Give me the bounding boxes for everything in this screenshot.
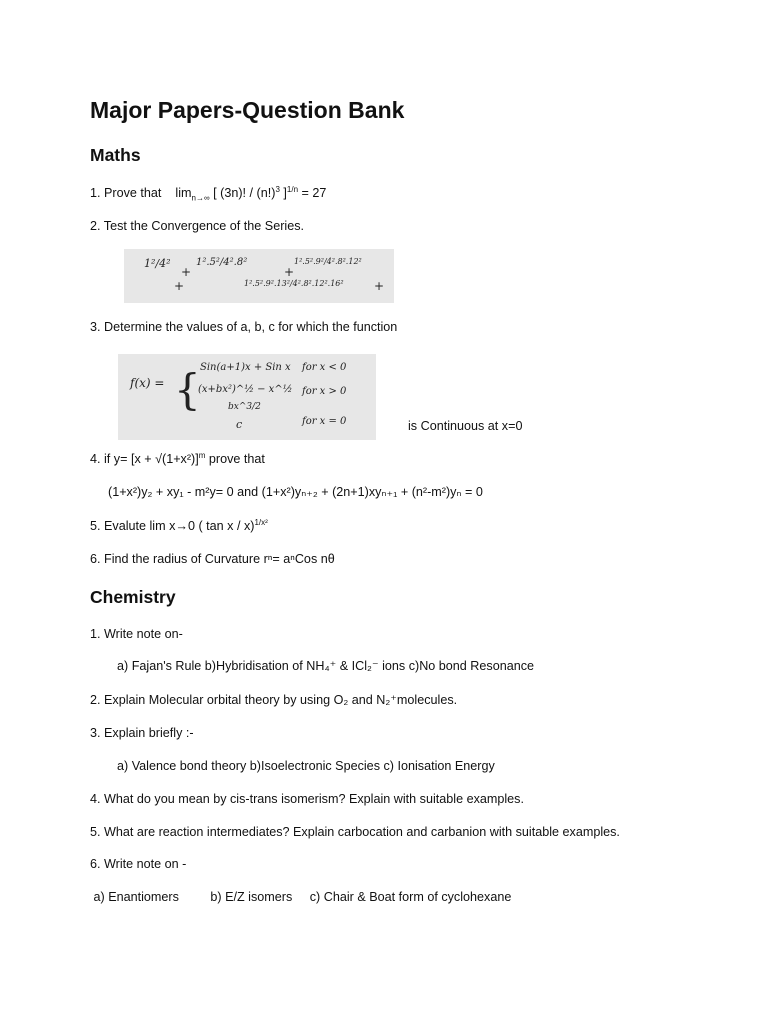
maths-q3-tail: is Continuous at x=0	[408, 419, 523, 433]
function-piece-3: c	[236, 418, 243, 431]
maths-q4: 4. if $y= [x + √(1+x^2)]^m$ prove that	[90, 450, 265, 466]
chemistry-heading: Chemistry	[90, 587, 176, 607]
series-plus-4: +	[174, 279, 185, 293]
chem-q1: 1. Write note on-	[90, 627, 183, 641]
chem-q3-items: a) Valence bond theory b)Isoelectronic Species c) Ionisation Energy	[117, 759, 495, 773]
function-piece-2: (x+bx²)^½ − x^½	[198, 384, 293, 395]
chem-q2: 2. Explain Molecular orbital theory by using O₂ and N₂⁺molecules.	[90, 693, 458, 707]
chem-q6: 6. Write note on -	[90, 857, 187, 871]
function-cond-2: for x > 0	[302, 386, 347, 397]
function-cond-1: for x < 0	[302, 362, 347, 373]
maths-q3: 3. Determine the values of a, b, c for which the function	[90, 320, 398, 334]
series-image	[124, 249, 394, 303]
function-piece-1: Sin(a+1)x + Sin x	[200, 362, 291, 373]
series-plus-2: +	[284, 265, 295, 279]
maths-q1: 1. Prove that $\lim_{n\to\infty}$ [ (3n)! / $(n!)^3$ ]$^{1/n}$ = 27	[90, 184, 327, 203]
chem-q5: 5. What are reaction intermediates? Explain carbocation and carbanion with suitable examples.	[90, 825, 620, 839]
function-piece-2-den: bx^3/2	[228, 402, 261, 412]
series-plus-3: +	[374, 279, 385, 293]
function-image	[118, 354, 376, 440]
maths-q2: 2. Test the Convergence of the Series.	[90, 219, 304, 233]
chem-q6-items: a) Enantiomers b) E/Z isomers c) Chair & Boat form of cyclohexane	[90, 890, 512, 904]
chem-q4: 4. What do you mean by cis-trans isomerism? Explain with suitable examples.	[90, 792, 524, 806]
series-term-3: 1².5².9²/4².8².12²	[294, 257, 362, 266]
maths-q6: 6. Find the radius of Curvature rⁿ= aⁿCos nθ	[90, 552, 335, 566]
series-term-1: 1²/4²	[144, 257, 171, 270]
page-title: Major Papers-Question Bank	[90, 97, 405, 123]
series-term-2: 1².5²/4².8²	[196, 257, 248, 268]
maths-q5: 5. Evalute lim x→0 ( tan x / x)$^{1/x^2}$	[90, 517, 268, 533]
maths-q4-equation: (1+x²)y₂ + xy₁ - m²y= 0 and (1+x²)yₙ₊₂ + (2n+1)xyₙ₊₁ + (n²-m²)yₙ = 0	[108, 485, 483, 499]
function-brace: {	[174, 365, 201, 414]
series-term-4: 1².5².9².13²/4².8².12².16²	[244, 279, 344, 288]
function-label: f(x) =	[130, 376, 165, 390]
maths-heading: Maths	[90, 145, 141, 165]
function-cond-3: for x = 0	[302, 416, 347, 427]
series-plus-1: +	[181, 265, 192, 279]
chem-q1-items: a) Fajan's Rule b)Hybridisation of NH₄⁺ & ICl₂⁻ ions c)No bond Resonance	[117, 659, 535, 673]
chem-q3: 3. Explain briefly :-	[90, 726, 194, 740]
